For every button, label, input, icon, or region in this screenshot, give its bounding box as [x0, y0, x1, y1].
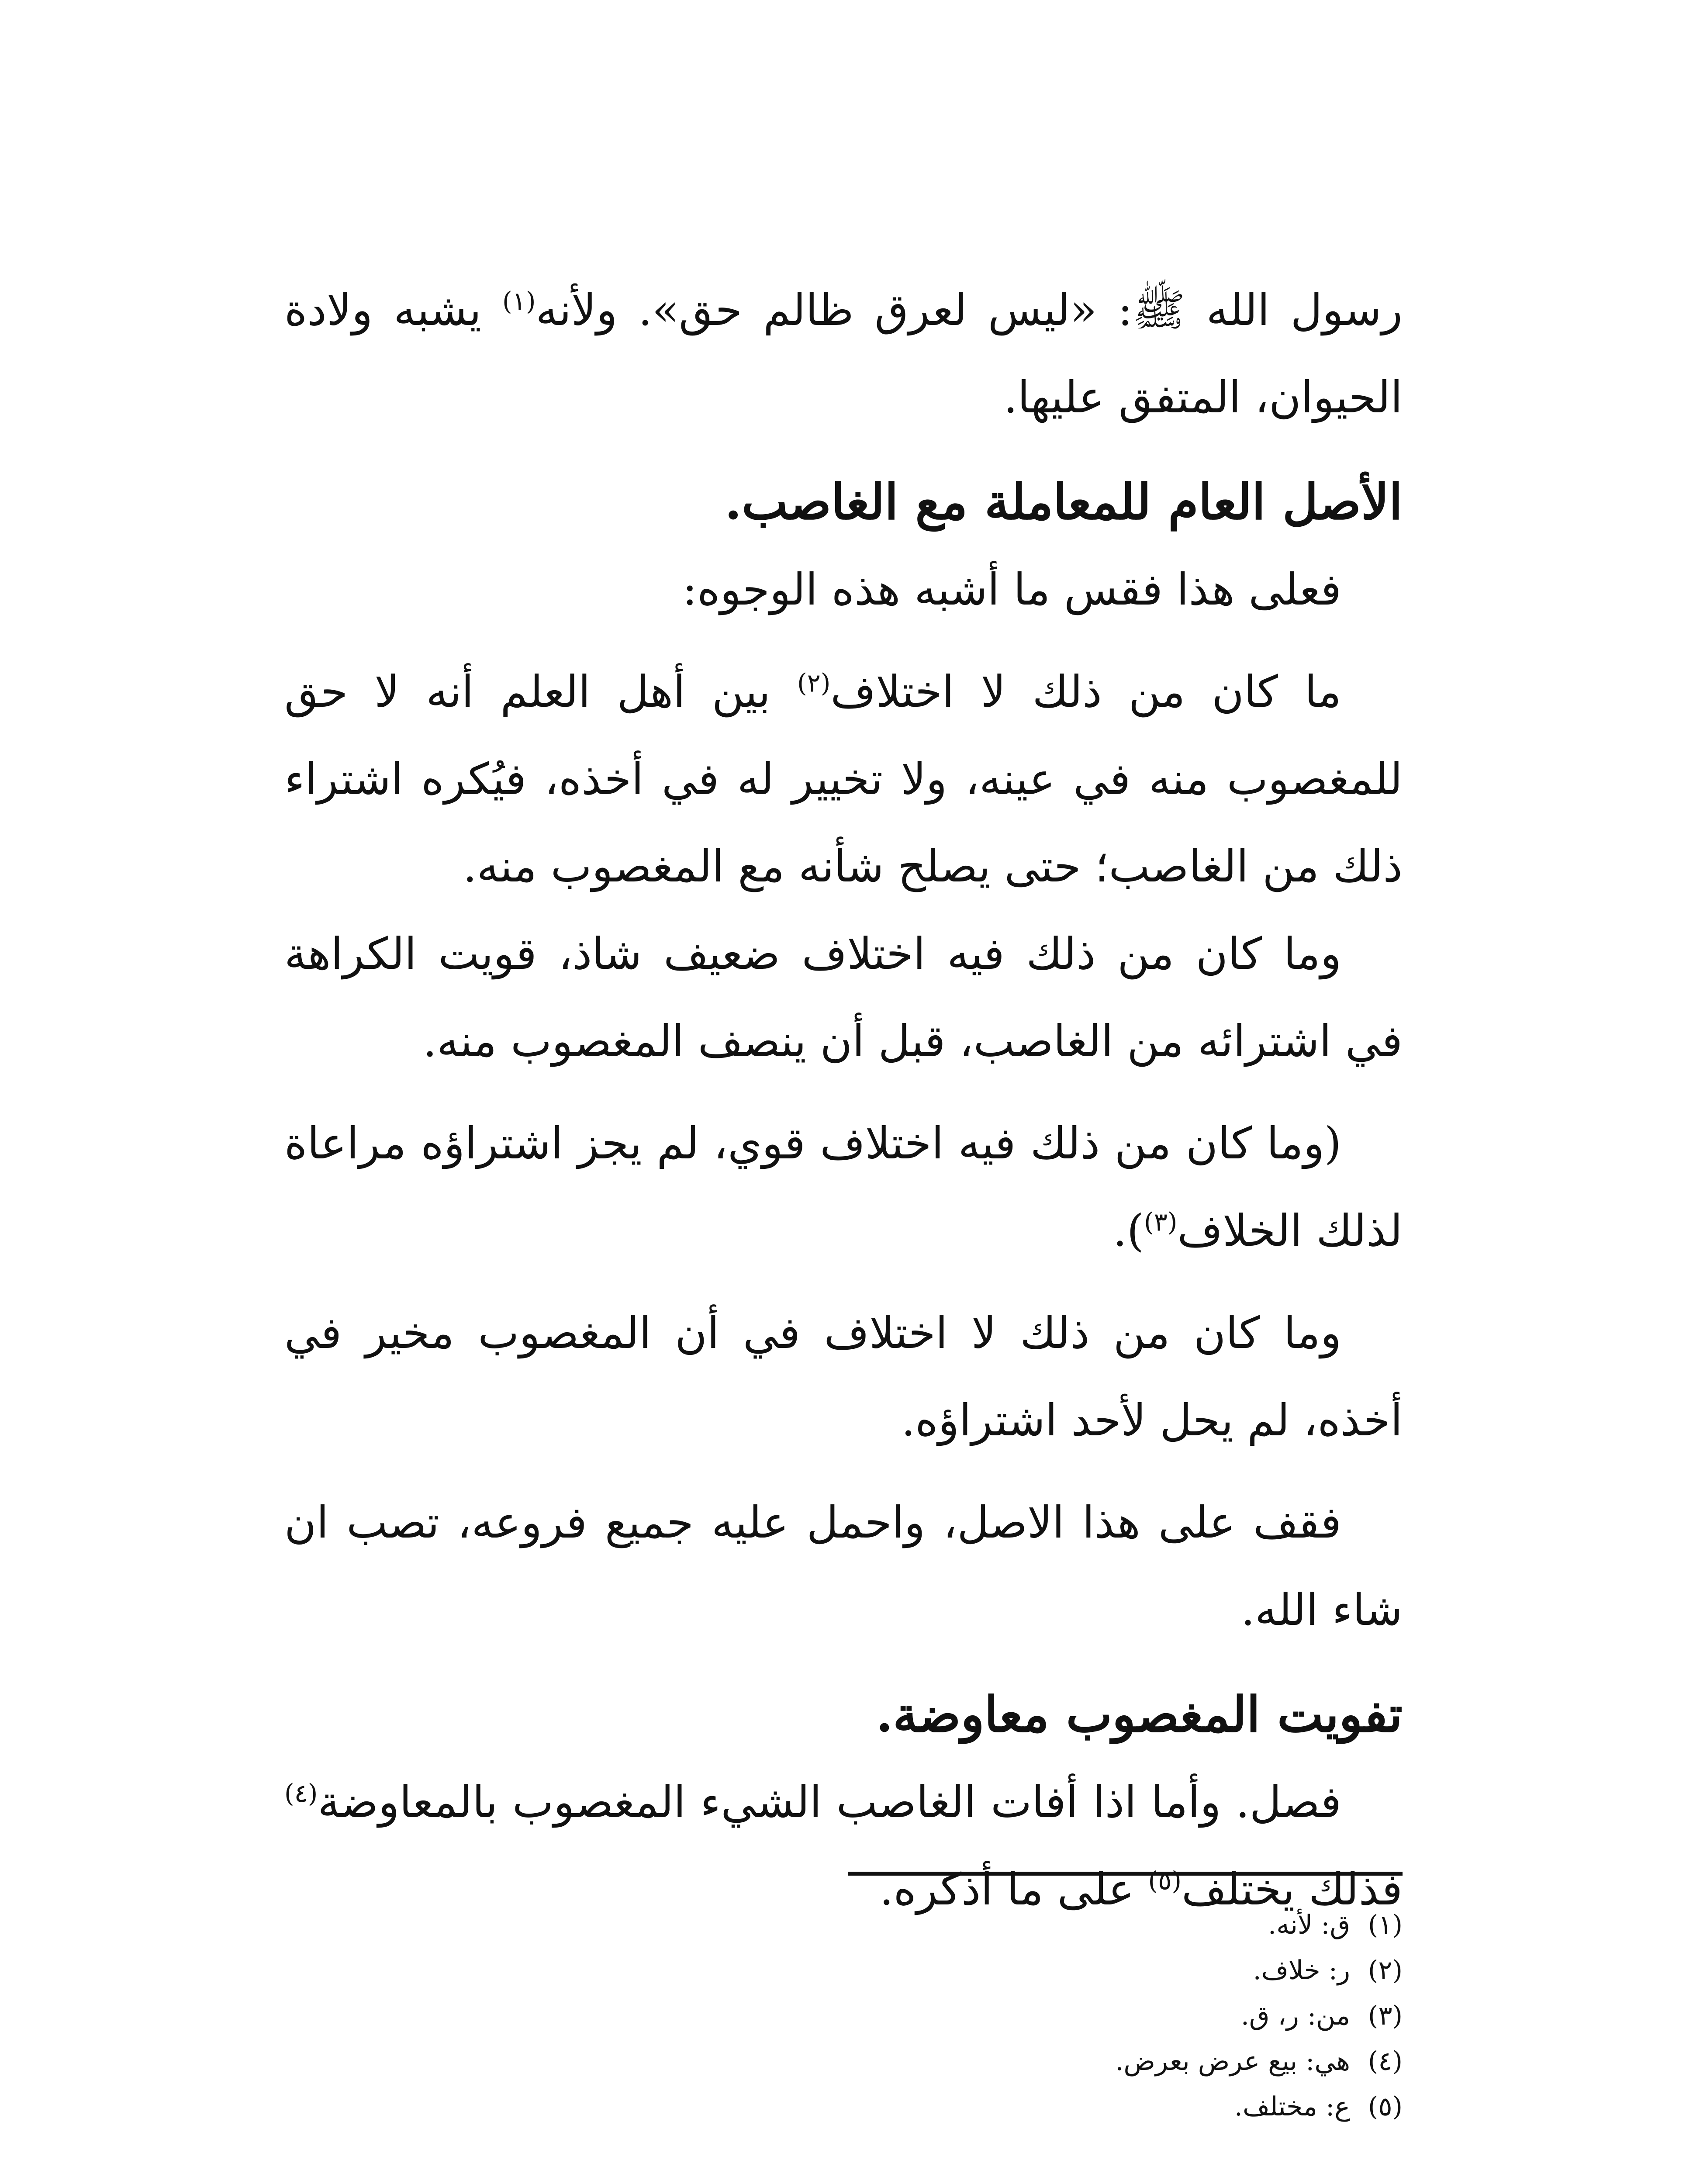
- paragraph-8-text-a: فصل. وأما اذا أفات الغاصب الشيء المغصوب بالمعاوضة: [318, 1776, 1341, 1828]
- footnote-ref-5: (٥): [1148, 1866, 1182, 1896]
- paragraph-3-text-a: ما كان من ذلك لا اختلاف: [830, 666, 1341, 717]
- paragraph-5-text-b: ).: [1113, 1205, 1144, 1256]
- footnote-5: [529, 2084, 1403, 2129]
- paragraph-1: [284, 266, 1403, 441]
- section-heading-2: تفويت المغصوب معاوضة.: [876, 1686, 1403, 1743]
- footnote-number: (٢): [1368, 1955, 1403, 1986]
- paragraph-8-text-c: على ما أذكره.: [879, 1864, 1148, 1915]
- paragraph-5-text-a: (وما كان من ذلك فيه اختلاف قوي، لم يجز اشتراؤه مراعاة لذلك الخلاف: [284, 1118, 1403, 1256]
- footnote-2: [529, 1948, 1403, 1993]
- footnotes-list: [529, 1902, 1403, 2129]
- paragraph-6: وما كان من ذلك لا اختلاف في أن المغصوب مخير في أخذه، لم يحل لأحد اشتراؤه.: [284, 1307, 1403, 1446]
- paragraph-3-text-b: بين أهل العلم أنه لا حق للمغصوب منه في عينه، ولا تخيير له في أخذه، فيُكره اشتراء ذلك من الغاصب؛ حتى يصلح شأنه مع المغصوب منه.: [284, 666, 1403, 892]
- paragraph-1-text-b: يشبه ولادة الحيوان، المتفق عليها.: [284, 284, 1403, 423]
- footnote-text: ر: خلاف.: [1253, 1955, 1350, 1986]
- paragraph-3: [284, 648, 1403, 910]
- footnote-number: (٣): [1368, 2001, 1403, 2031]
- paragraph-4: وما كان من ذلك فيه اختلاف ضعيف شاذ، قويت الكراهة في اشترائه من الغاصب، قبل أن ينصف المغصوب منه.: [284, 928, 1403, 1067]
- paragraph-1-text-a: رسول الله ﷺ: «ليس لعرق ظالم حق». ولأنه: [536, 284, 1403, 335]
- footnote-4: [529, 2039, 1403, 2084]
- paragraph-7: فقف على هذا الاصل، واحمل عليه جميع فروعه، تصب ان شاء الله.: [284, 1497, 1403, 1635]
- footnote-text: من: ر، ق.: [1240, 2001, 1350, 2031]
- footnote-ref-4: (٤): [284, 1778, 318, 1808]
- footnote-divider: [848, 1872, 1403, 1876]
- section-heading-1: الأصل العام للمعاملة مع الغاصب.: [725, 473, 1403, 531]
- footnote-1: [529, 1902, 1403, 1948]
- main-text: [284, 266, 1403, 1933]
- footnote-ref-1: (١): [502, 286, 536, 316]
- footnote-number: (٤): [1368, 2046, 1403, 2077]
- paragraph-5: [284, 1100, 1403, 1275]
- footnote-ref-3: (٣): [1144, 1207, 1178, 1237]
- footnote-3: [529, 1993, 1403, 2039]
- footnote-ref-2: (٢): [797, 668, 831, 698]
- footnote-text: ق: لأنه.: [1268, 1910, 1350, 1940]
- paragraph-2: فعلى هذا فقس ما أشبه هذه الوجوه:: [682, 564, 1341, 615]
- footnote-number: (٥): [1368, 2091, 1403, 2122]
- footnote-text: هي: بيع عرض بعرض.: [1115, 2046, 1350, 2077]
- footnote-number: (١): [1368, 1910, 1403, 1940]
- paragraph-8-text-b: فذلك يختلف: [1181, 1864, 1403, 1915]
- footnote-text: ع: مختلف.: [1234, 2091, 1350, 2122]
